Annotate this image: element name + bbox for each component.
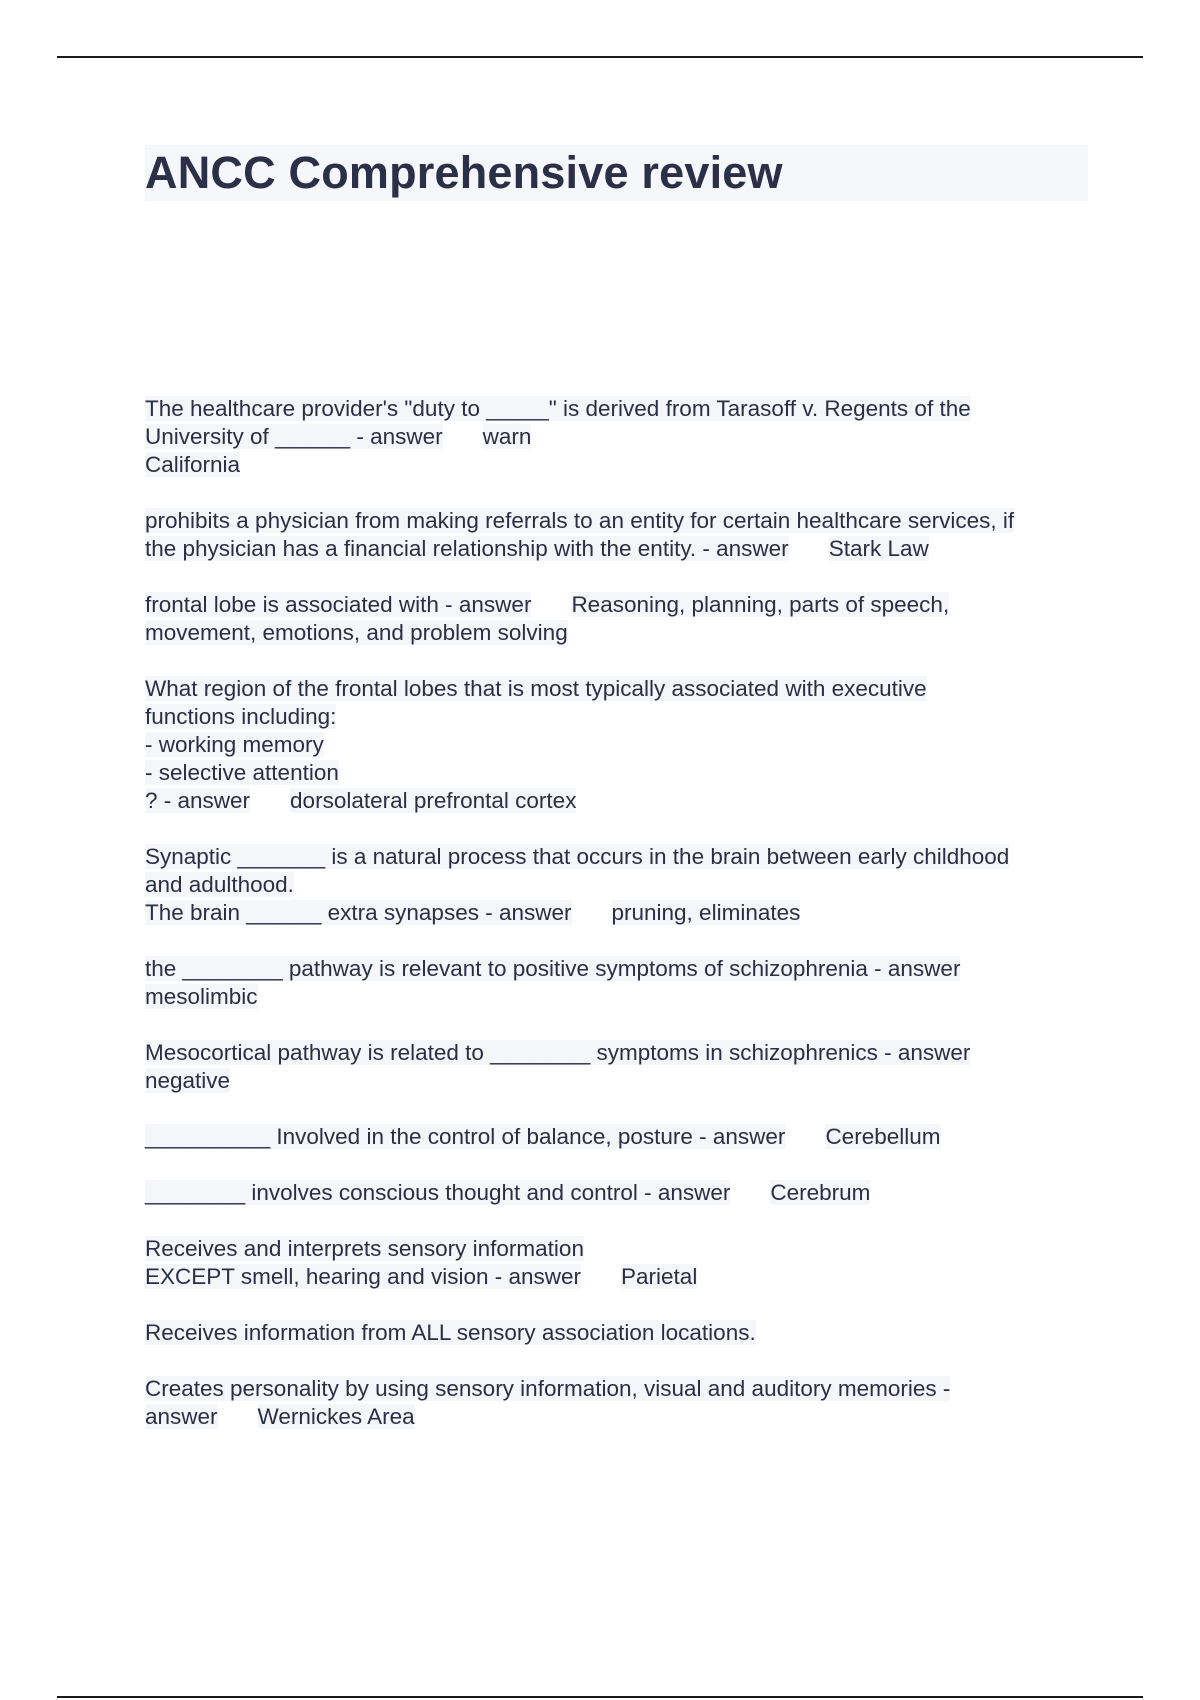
top-rule bbox=[57, 56, 1143, 58]
question-text: ? - answer bbox=[145, 788, 251, 813]
question-line bbox=[145, 395, 1095, 423]
question-line bbox=[145, 899, 1095, 927]
qa-entry bbox=[145, 1039, 1095, 1095]
qa-entry bbox=[145, 395, 1095, 479]
qa-list bbox=[145, 395, 1095, 1459]
question-line bbox=[145, 535, 1095, 563]
question-text: answer bbox=[145, 1404, 218, 1429]
question-text: The brain ______ extra synapses - answer bbox=[145, 900, 572, 925]
document-title: ANCC Comprehensive review bbox=[145, 147, 783, 198]
answer-line bbox=[145, 1067, 1095, 1095]
question-text: frontal lobe is associated with - answer bbox=[145, 592, 532, 617]
answer-text: pruning, eliminates bbox=[611, 900, 801, 925]
answer-text: mesolimbic bbox=[145, 984, 258, 1009]
answer-text: movement, emotions, and problem solving bbox=[145, 620, 568, 645]
answer-text: Cerebellum bbox=[825, 1124, 941, 1149]
answer-text: dorsolateral prefrontal cortex bbox=[290, 788, 577, 813]
question-line bbox=[145, 759, 1095, 787]
answer-text: negative bbox=[145, 1068, 231, 1093]
question-text: the ________ pathway is relevant to positive symptoms of schizophrenia - answer bbox=[145, 956, 961, 981]
question-line bbox=[145, 1123, 1095, 1151]
question-line bbox=[145, 731, 1095, 759]
answer-line bbox=[145, 451, 1095, 479]
answer-text: Reasoning, planning, parts of speech, bbox=[571, 592, 950, 617]
qa-entry bbox=[145, 955, 1095, 1011]
question-text: Mesocortical pathway is related to ________ symptoms in schizophrenics - answer bbox=[145, 1040, 971, 1065]
question-text: Receives and interprets sensory information bbox=[145, 1236, 584, 1261]
qa-entry bbox=[145, 675, 1095, 815]
answer-text: California bbox=[145, 452, 241, 477]
question-line bbox=[145, 1235, 1095, 1263]
question-text: - selective attention bbox=[145, 760, 339, 785]
answer-line bbox=[145, 983, 1095, 1011]
question-line bbox=[145, 423, 1095, 451]
question-line bbox=[145, 1179, 1095, 1207]
qa-entry bbox=[145, 591, 1095, 647]
question-text: ________ involves conscious thought and control - answer bbox=[145, 1180, 731, 1205]
question-text: The healthcare provider's "duty to _____" is derived from Tarasoff v. Regents of the bbox=[145, 396, 971, 421]
question-text: the physician has a financial relationship with the entity. - answer bbox=[145, 536, 789, 561]
question-text: Receives information from ALL sensory association locations. bbox=[145, 1320, 756, 1345]
question-line bbox=[145, 843, 1095, 871]
question-text: What region of the frontal lobes that is most typically associated with executive bbox=[145, 676, 927, 701]
question-line bbox=[145, 955, 1095, 983]
question-line bbox=[145, 1319, 1095, 1347]
qa-entry bbox=[145, 1319, 1095, 1347]
question-line bbox=[145, 703, 1095, 731]
qa-entry bbox=[145, 843, 1095, 927]
question-line bbox=[145, 787, 1095, 815]
qa-entry bbox=[145, 1123, 1095, 1151]
question-text: prohibits a physician from making referrals to an entity for certain healthcare services, if bbox=[145, 508, 1015, 533]
question-text: __________ Involved in the control of balance, posture - answer bbox=[145, 1124, 786, 1149]
question-line bbox=[145, 1403, 1095, 1431]
qa-entry bbox=[145, 507, 1095, 563]
question-text: and adulthood. bbox=[145, 872, 294, 897]
answer-text: Cerebrum bbox=[770, 1180, 871, 1205]
answer-text: warn bbox=[482, 424, 532, 449]
question-text: EXCEPT smell, hearing and vision - answer bbox=[145, 1264, 582, 1289]
answer-text: Stark Law bbox=[828, 536, 929, 561]
qa-entry bbox=[145, 1235, 1095, 1291]
bottom-rule bbox=[57, 1696, 1143, 1698]
question-text: Synaptic _______ is a natural process that occurs in the brain between early childhood bbox=[145, 844, 1010, 869]
qa-entry bbox=[145, 1179, 1095, 1207]
answer-line bbox=[145, 619, 1095, 647]
question-text: University of ______ - answer bbox=[145, 424, 443, 449]
question-line bbox=[145, 507, 1095, 535]
question-line bbox=[145, 1039, 1095, 1067]
question-line bbox=[145, 1263, 1095, 1291]
question-text: - working memory bbox=[145, 732, 324, 757]
question-text: functions including: bbox=[145, 704, 337, 729]
question-line bbox=[145, 591, 1095, 619]
qa-entry bbox=[145, 1375, 1095, 1431]
answer-text: Wernickes Area bbox=[257, 1404, 415, 1429]
question-line bbox=[145, 871, 1095, 899]
question-text: Creates personality by using sensory information, visual and auditory memories - bbox=[145, 1376, 951, 1401]
answer-text: Parietal bbox=[621, 1264, 698, 1289]
question-line bbox=[145, 1375, 1095, 1403]
question-line bbox=[145, 675, 1095, 703]
